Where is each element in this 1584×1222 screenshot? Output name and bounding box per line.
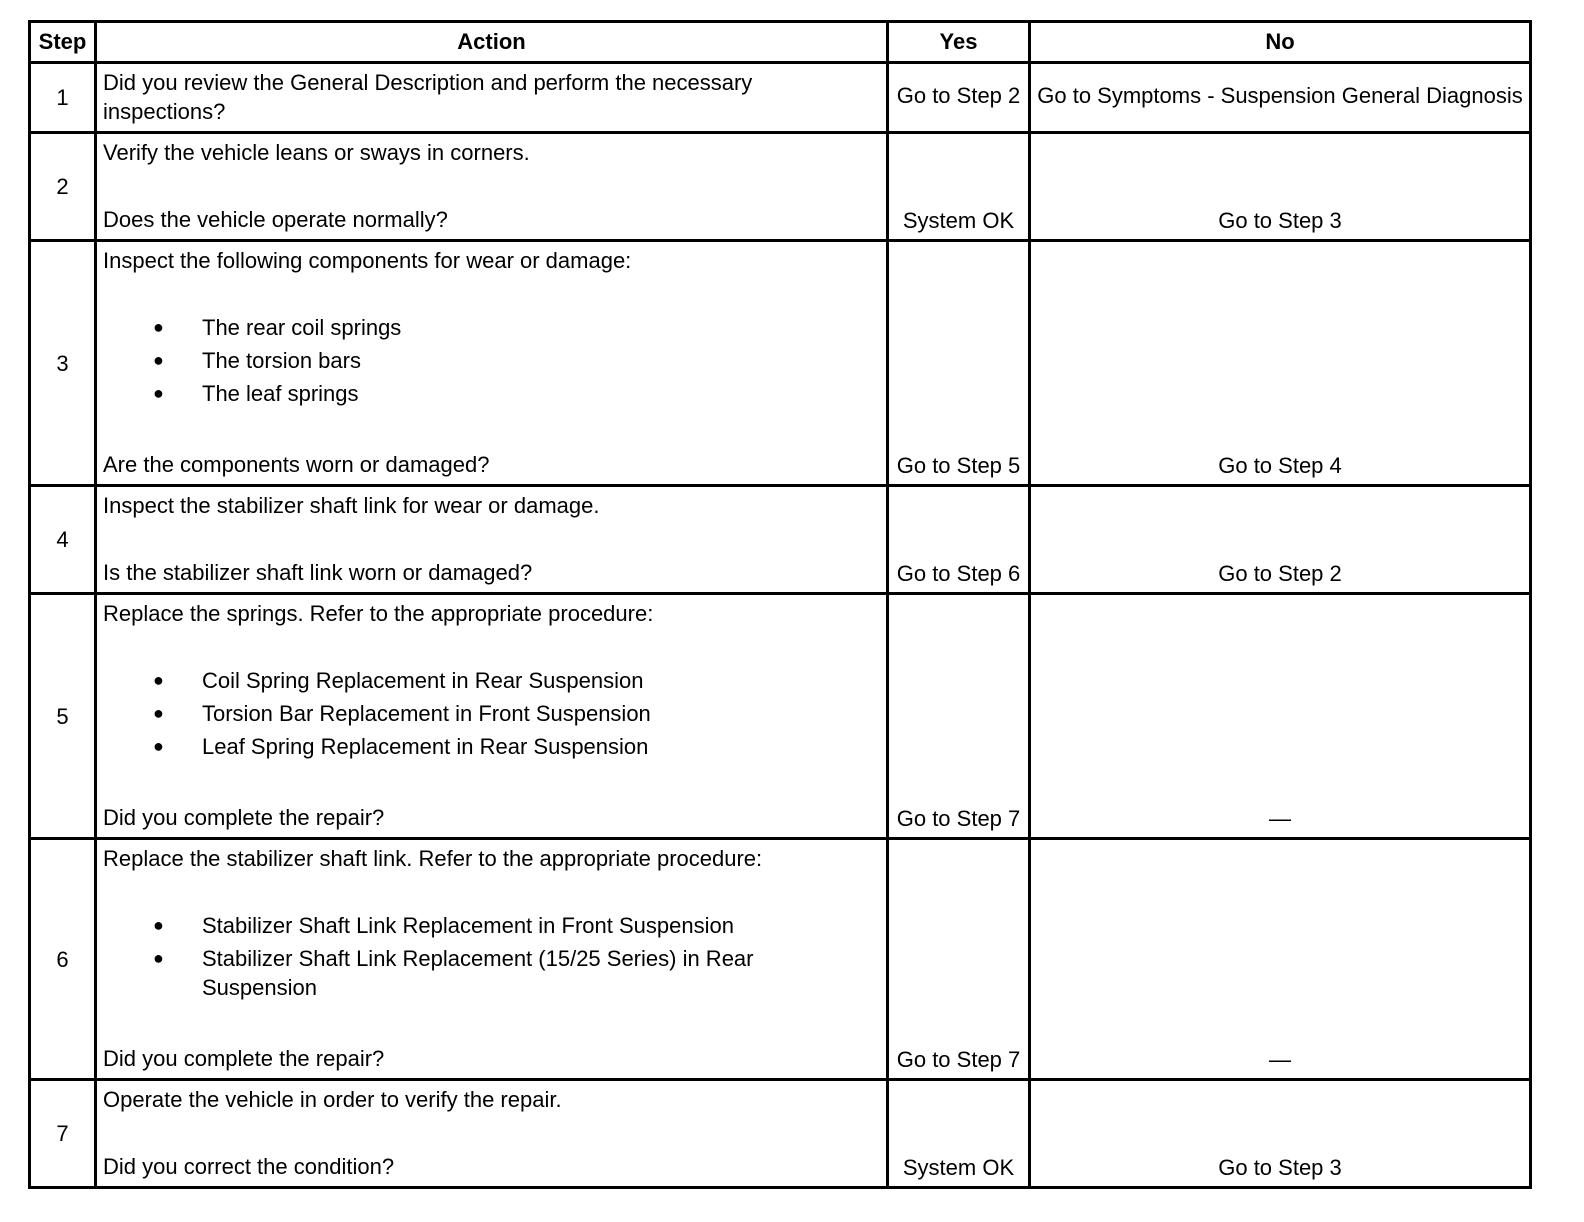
header-no: No bbox=[1030, 22, 1531, 63]
procedure-list bbox=[103, 911, 880, 1002]
yes-cell: Go to Step 7 bbox=[888, 594, 1030, 839]
step-number: 3 bbox=[30, 241, 96, 486]
action-question: Is the stabilizer shaft link worn or damaged? bbox=[103, 560, 533, 585]
action-cell bbox=[96, 241, 888, 486]
no-cell: — bbox=[1030, 839, 1531, 1080]
header-action: Action bbox=[96, 22, 888, 63]
step-number: 6 bbox=[30, 839, 96, 1080]
no-cell: Go to Step 2 bbox=[1030, 486, 1531, 594]
list-item: ● Torsion Bar Replacement in Front Suspension bbox=[103, 699, 880, 728]
header-row bbox=[30, 22, 1531, 63]
action-instruction: Inspect the stabilizer shaft link for wear or damage. bbox=[103, 493, 600, 518]
header-step: Step bbox=[30, 22, 96, 63]
action-instruction: Verify the vehicle leans or sways in corners. bbox=[103, 140, 530, 165]
action-instruction: Replace the stabilizer shaft link. Refer to the appropriate procedure: bbox=[103, 846, 763, 871]
table-row bbox=[30, 486, 1531, 594]
no-cell: — bbox=[1030, 594, 1531, 839]
action-cell bbox=[96, 63, 888, 133]
action-instruction: Operate the vehicle in order to verify the repair. bbox=[103, 1087, 562, 1112]
yes-cell: System OK bbox=[888, 1080, 1030, 1188]
yes-cell: Go to Step 6 bbox=[888, 486, 1030, 594]
step-number: 4 bbox=[30, 486, 96, 594]
yes-cell: Go to Step 7 bbox=[888, 839, 1030, 1080]
component-list bbox=[103, 313, 880, 408]
action-instruction: Replace the springs. Refer to the appropriate procedure: bbox=[103, 601, 654, 626]
list-item: ● Coil Spring Replacement in Rear Suspension bbox=[103, 666, 880, 695]
action-instruction: Inspect the following components for wear or damage: bbox=[103, 248, 632, 273]
yes-cell: Go to Step 2 bbox=[888, 63, 1030, 133]
no-cell: Go to Step 4 bbox=[1030, 241, 1531, 486]
yes-cell: System OK bbox=[888, 133, 1030, 241]
step-number: 2 bbox=[30, 133, 96, 241]
step-number: 5 bbox=[30, 594, 96, 839]
table-row bbox=[30, 63, 1531, 133]
action-cell bbox=[96, 1080, 888, 1188]
list-item: ● Stabilizer Shaft Link Replacement (15/25 Series) in Rear Suspension bbox=[103, 944, 880, 1002]
table-row bbox=[30, 133, 1531, 241]
action-cell bbox=[96, 133, 888, 241]
action-question: Did you correct the condition? bbox=[103, 1154, 395, 1179]
action-question: Does the vehicle operate normally? bbox=[103, 207, 448, 232]
action-cell bbox=[96, 594, 888, 839]
table-row bbox=[30, 839, 1531, 1080]
list-item: ● Stabilizer Shaft Link Replacement in Front Suspension bbox=[103, 911, 880, 940]
action-cell bbox=[96, 486, 888, 594]
table-row bbox=[30, 594, 1531, 839]
procedure-list bbox=[103, 666, 880, 761]
action-question: Are the components worn or damaged? bbox=[103, 452, 490, 477]
diagnostic-table bbox=[28, 20, 1532, 1189]
yes-cell: Go to Step 5 bbox=[888, 241, 1030, 486]
step-number: 1 bbox=[30, 63, 96, 133]
no-cell: Go to Symptoms - Suspension General Diagnosis bbox=[1030, 63, 1531, 133]
action-question: Did you review the General Description and perform the necessary inspections? bbox=[103, 70, 753, 124]
step-number: 7 bbox=[30, 1080, 96, 1188]
no-cell: Go to Step 3 bbox=[1030, 1080, 1531, 1188]
action-question: Did you complete the repair? bbox=[103, 1046, 385, 1071]
header-yes: Yes bbox=[888, 22, 1030, 63]
list-item: ● The torsion bars bbox=[103, 346, 880, 375]
list-item: ● The rear coil springs bbox=[103, 313, 880, 342]
table-row bbox=[30, 1080, 1531, 1188]
table-row bbox=[30, 241, 1531, 486]
action-question: Did you complete the repair? bbox=[103, 805, 385, 830]
list-item: ● The leaf springs bbox=[103, 379, 880, 408]
action-cell bbox=[96, 839, 888, 1080]
no-cell: Go to Step 3 bbox=[1030, 133, 1531, 241]
list-item: ● Leaf Spring Replacement in Rear Suspension bbox=[103, 732, 880, 761]
